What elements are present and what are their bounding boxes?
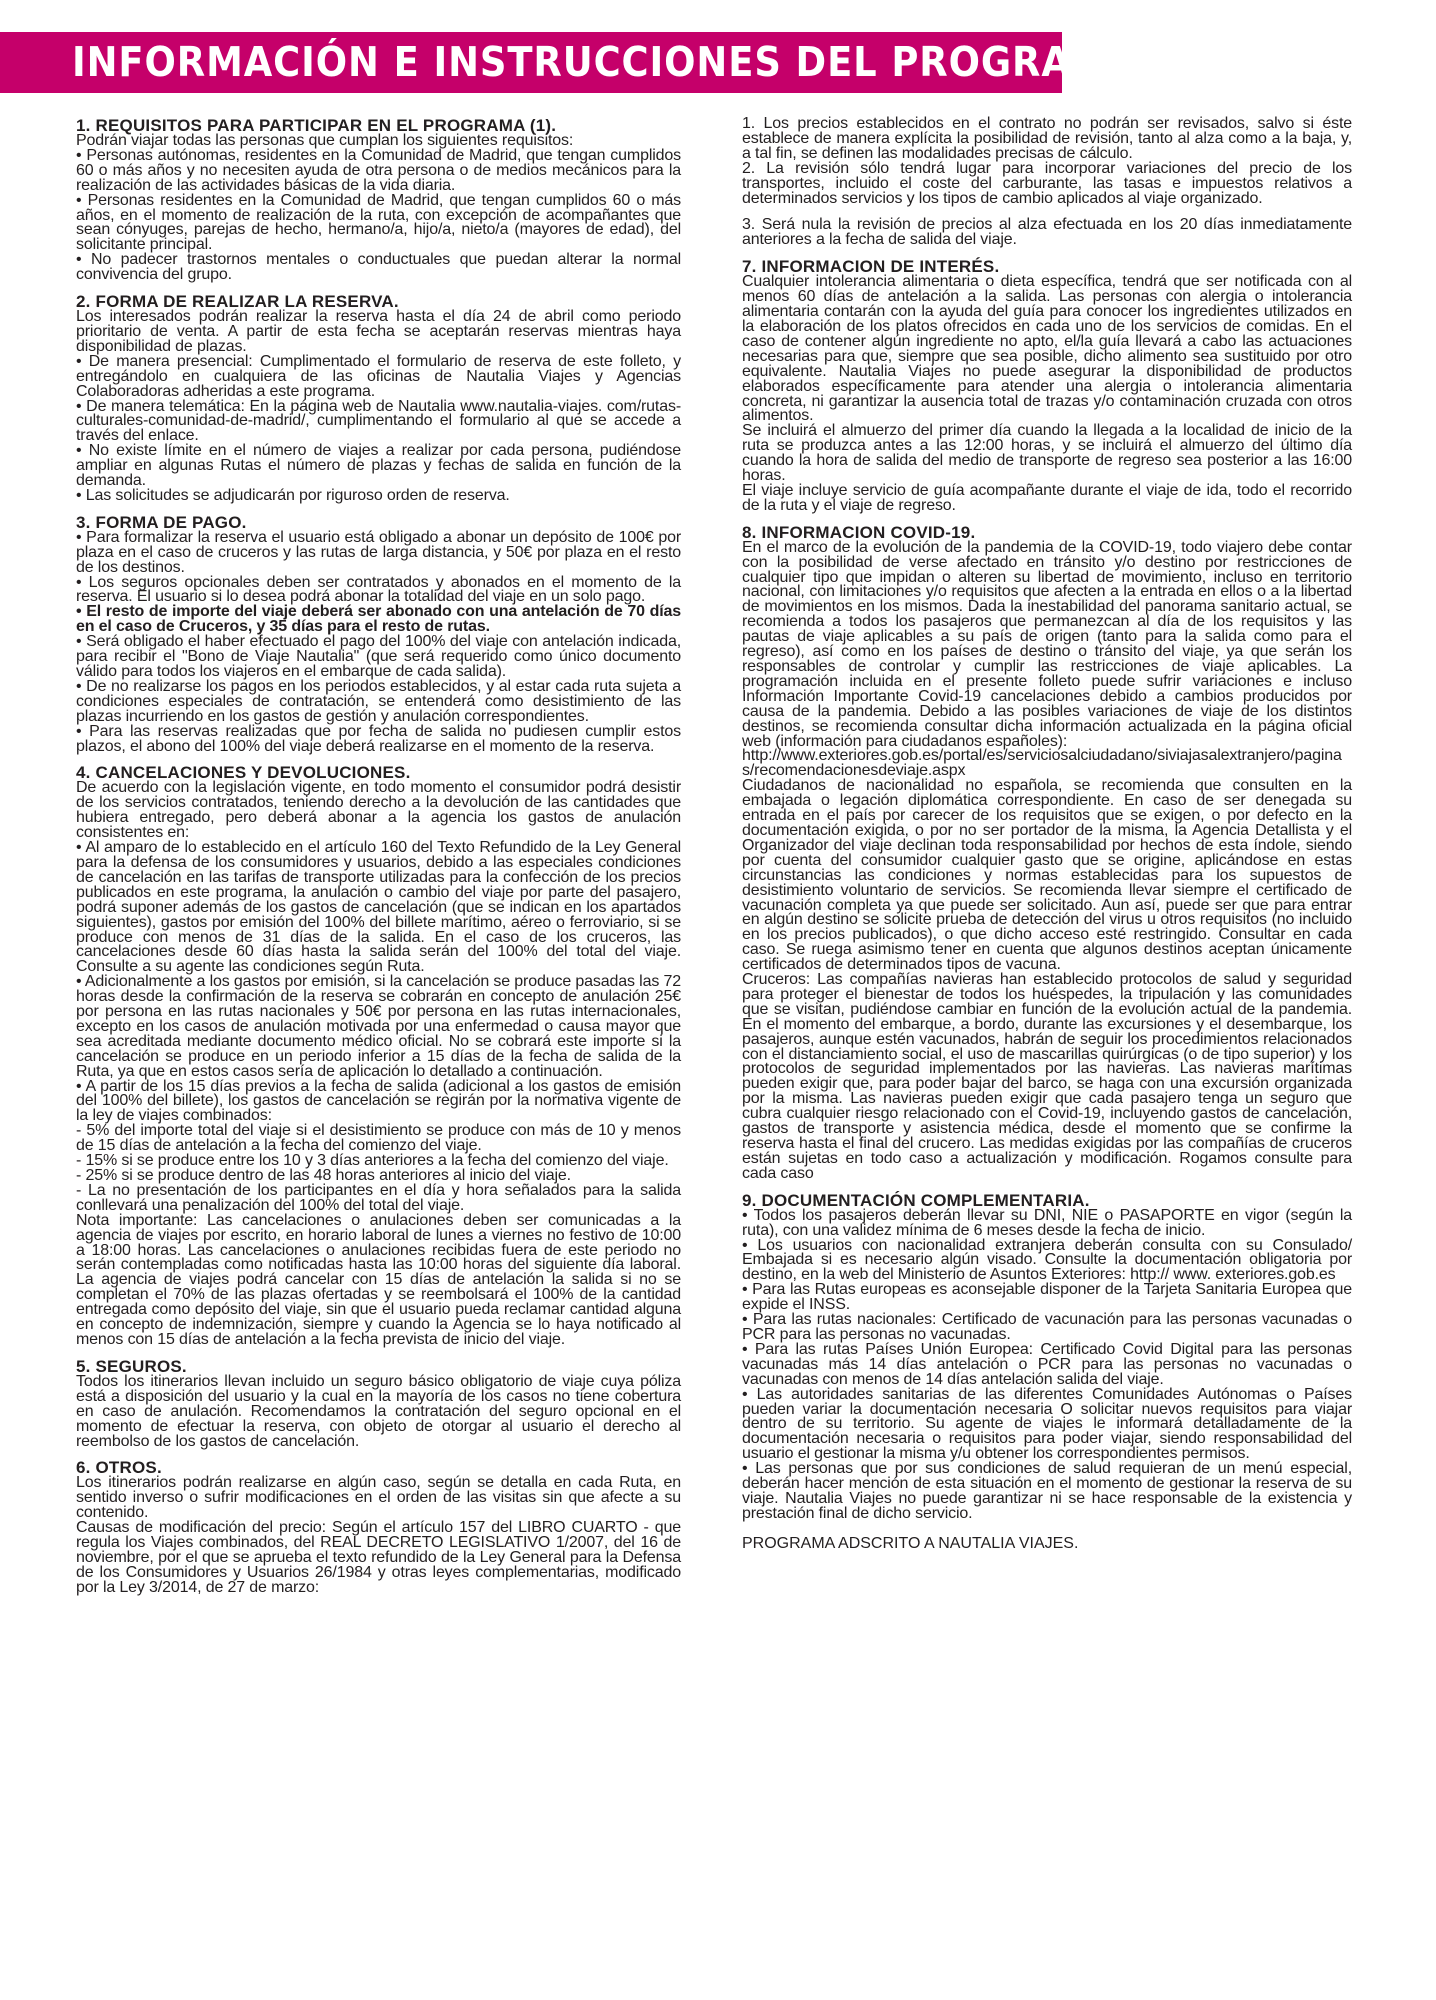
paragraph: - 25% si se produce dentro de las 48 horas anteriores al inicio del viaje. (76, 1167, 571, 1184)
paragraph: Todos los itinerarios llevan incluido un seguro básico obligatorio de viaje cuya póliza está a disposición del usuario y la cual en la mayoría de los casos no tiene cobertura en caso de anulación. Recomendamos la contratación del seguro opcional en el momento de efectuar la reserva, con objeto de otorgar al usuario el derecho al reembolso de los gastos de cancelación. (76, 1372, 681, 1450)
paragraph: En el marco de la evolución de la pandemia de la COVID-19, todo viajero debe contar con la posibilidad de verse afectado en tránsito y/o destino por restricciones de cualquier tipo que impidan o alteren su libertad de movimiento, incluso en territorio nacional, con limitaciones y/o requisitos que afecten a la entrada en ellos o a la libertad de movimientos en los mismos. Dada la inestabilidad del panorama sanitario actual, se recomienda a todos los pasajeros que permanezcan al día de los requisitos y las pautas de viaje aplicables a su país de origen (tanto para la salida como para el regreso), así como en los países de destino o tránsito del viaje, ya que serán los responsables de controlar y cumplir las restricciones de viaje aplicables. La programación incluida en el presente folleto puede sufrir variaciones e incluso Información Importante Covid-19 cancelaciones debido a cambios producidos por causa de la pandemia. Debido a las posibles variaciones de viaje de los distintos destinos, se recomienda consultar dicha información actualizada en la página oficial web (información para ciudadanos españoles): (742, 538, 1352, 750)
paragraph: • Para las Rutas europeas es aconsejable disponer de la Tarjeta Sanitaria Europea que expide el INSS. (742, 1281, 1352, 1314)
paragraph: • No padecer trastornos mentales o conductuales que puedan alterar la normal convivencia del grupo. (76, 251, 681, 284)
paragraph-bold: • El resto de importe del viaje deberá ser abonado con una antelación de 70 días en el caso de Cruceros, y 35 días para el resto de rutas. (76, 603, 681, 636)
footer-note: PROGRAMA ADSCRITO A NAUTALIA VIAJES. (742, 1534, 1079, 1552)
section-title: 5. SEGUROS. (76, 1356, 187, 1376)
paragraph: Se incluirá el almuerzo del primer día cuando la llegada a la localidad de inicio de la ruta se produzca antes a las 12:00 horas, y se incluirá el almuerzo del último día cuando la hora de salida del medio de transporte de regreso sea posterior a las 16:00 horas. (742, 422, 1352, 485)
section-reserva (76, 293, 681, 504)
paragraph: • Adicionalmente a los gastos por emisión, si la cancelación se produce pasadas las 72 horas desde la confirmación de la reserva se cobrarán en concepto de anulación 25€ por persona en las rutas nacionales y 50€ por persona en las rutas internacionales, excepto en los casos de anulación motivada por una enfermedad o causa mayor que sea acreditada mediante documento médico oficial. No se cobrará este importe si la cancelación se produce en un periodo inferior a 15 días de la fecha de salida de la Ruta, ya que en estos casos sería de aplicación lo detallado a continuación. (76, 973, 681, 1080)
paragraph: • Para las rutas Países Unión Europea: Certificado Covid Digital para las personas vacunadas más 14 días antelación o PCR para las personas no vacunadas o vacunadas con menos de 14 días antelación salida del viaje. (742, 1340, 1352, 1388)
section-documentacion (742, 1192, 1352, 1522)
section-title: 9. DOCUMENTACIÓN COMPLEMENTARIA. (742, 1190, 1090, 1210)
paragraph: • Personas residentes en la Comunidad de Madrid, que tengan cumplidos 60 o más años, en el momento de realización de la ruta, con excepción de acompañantes que sean cónyuges, parejas de hecho, hermano/a, hijo/a, nieto/a (mayores de edad), del solicitante principal. (76, 191, 681, 254)
page-title: INFORMACIÓN E INSTRUCCIONES DEL PROGRAMA (72, 38, 1138, 86)
paragraph: • Será obligado el haber efectuado el pago del 100% del viaje con antelación indicada, para recibir el "Bono de Viaje Nautalia" (que será requerido como único documento válido para todos los viajeros en el embarque de cada salida). (76, 633, 681, 680)
section-cancelaciones (76, 764, 681, 1347)
paragraph: 3. Será nula la revisión de precios al alza efectuada en los 20 días inmediatamente anteriores a la fecha de salida del viaje. (742, 216, 1352, 249)
section-otros (76, 1459, 681, 1595)
paragraph: • Los usuarios con nacionalidad extranjera deberán consulta con su Consulado/ Embajada si es necesario algún visado. Consulte la documentación obligatoria por destino, en la web del Ministerio de Asuntos Exteriores: http:// www. exteriores.gob.es (742, 1236, 1352, 1284)
paragraph: Los itinerarios podrán realizarse en algún caso, según se detalla en cada Ruta, en sentido inverso o sufrir modificaciones en el orden de las visitas sin que afecte a su contenido. (76, 1474, 681, 1522)
paragraph: - 15% si se produce entre los 10 y 3 días anteriores a la fecha del comienzo del viaje. (76, 1152, 669, 1170)
section-title: 1. REQUISITOS PARA PARTICIPAR EN EL PROGRAMA (1). (76, 116, 557, 135)
paragraph: • Personas autónomas, residentes en la Comunidad de Madrid, que tengan cumplidos 60 o más años y no necesiten ayuda de otra persona o de medios mecánicos para la realización de las actividades básicas de la vida diaria. (76, 146, 681, 194)
paragraph: • De manera presencial: Cumplimentado el formulario de reserva de este folleto, y entregándolo en cualquiera de las oficinas de Nautalia Viajes y Agencias Colaboradoras adheridas a este programa. (76, 352, 681, 400)
section-title: 8. INFORMACION COVID-19. (742, 522, 976, 542)
paragraph: Cruceros: Las compañías navieras han establecido protocolos de salud y seguridad para proteger el bienestar de todos los huéspedes, la tripulación y las comunidades que se visitan, pudiéndose cambiar en función de la evolución actual de la pandemia. En el momento del embarque, a bordo, durante las excursiones y el desembarque, los pasajeros, aunque estén vacunados, habrán de seguir los procedimientos relacionados con el distanciamiento social, el uso de mascarillas quirúrgicas (o de tipo superior) y los protocolos de seguridad implementados por las navieras. Las navieras marítimas pueden exigir que, para poder bajar del barco, se haga con una excursión organizada por la misma. Las navieras pueden exigir que cada pasajero tenga un seguro que cubra cualquier riesgo relacionado con el Covid-19, incluyendo gastos de cancelación, gastos de transporte y asistencia médica, desde el momento que se confirme la reserva hasta el final del crucero. Las medidas exigidas por las compañías de cruceros están sujetas en todo caso a actualización y modificación. Rogamos consulte para cada caso (742, 971, 1352, 1182)
paragraph: • Para formalizar la reserva el usuario está obligado a abonar un depósito de 100€ por plaza en el caso de cruceros y las rutas de larga distancia, y 50€ por plaza en el resto de los destinos. (76, 528, 681, 576)
section-requisitos (76, 117, 681, 283)
url-text: http://www.exteriores.gob.es/portal/es/serviciosalciudadano/siviajasalextranjero/paginas/recomendacionesdeviaje.aspx (742, 747, 1342, 780)
section-otros-continued (742, 117, 1352, 248)
paragraph: • Todos los pasajeros deberán llevar su DNI, NIE o PASAPORTE en vigor (según la ruta), con una validez mínima de 6 meses desde la fecha de inicio. (742, 1206, 1352, 1239)
paragraph: 2. La revisión sólo tendrá lugar para incorporar variaciones del precio de los transportes, incluido el coste del carburante, las tasas e impuestos relativos a determinados servicios y los tipos de cambio aplicados al viaje organizado. (742, 159, 1352, 207)
paragraph: El viaje incluye servicio de guía acompañante durante el viaje de ida, todo el recorrido de la ruta y el viaje de regreso. (742, 481, 1352, 514)
paragraph: • De manera telemática: En la página web de Nautalia www.nautalia-viajes. com/rutas-culturales-comunidad-de-madrid/, cumplimentando el formulario al que se accede a través del enlace. (76, 397, 681, 445)
paragraph: - La no presentación de los participantes en el día y hora señalados para la salida conllevará una penalización del 100% del total del viaje. (76, 1181, 681, 1214)
paragraph: • Las personas que por sus condiciones de salud requieran de un menú especial, deberán hacer mención de esta situación en el momento de gestionar la reserva de su viaje. Nautalia Viajes no puede garantizar ni se hace responsable de la existencia y prestación final de dicho servicio. (742, 1460, 1352, 1522)
section-interes (742, 258, 1352, 514)
paragraph: Los interesados podrán realizar la reserva hasta el día 24 de abril como periodo prioritario de venta. A partir de esta fecha se aceptarán reservas mientras haya disponibilidad de plazas. (76, 308, 681, 355)
right-column (742, 117, 1352, 1552)
paragraph: • De no realizarse los pagos en los periodos establecidos, y al estar cada ruta sujeta a condiciones especiales de contratación, se entenderá como desistimiento de las plazas incurriendo en los gastos de gestión y anulación correspondientes. (76, 677, 681, 725)
section-covid (742, 524, 1352, 1182)
title-banner (0, 32, 1138, 93)
left-column (76, 117, 681, 1606)
section-title: 2. FORMA DE REALIZAR LA RESERVA. (76, 292, 399, 312)
paragraph: • No existe límite en el número de viajes a realizar por cada persona, pudiéndose ampliar en algunas Rutas el número de plazas y fechas de salida en función de la demanda. (76, 442, 681, 490)
paragraph: • A partir de los 15 días previos a la fecha de salida (adicional a los gastos de emisión del 100% del billete), los gastos de cancelación se regirán por la normativa vigente de la ley de viajes combinados: (76, 1077, 681, 1125)
section-title: 3. FORMA DE PAGO. (76, 512, 247, 532)
paragraph: • Las solicitudes se adjudicarán por riguroso orden de reserva. (76, 486, 510, 504)
paragraph: • Para las rutas nacionales: Certificado de vacunación para las personas vacunadas o PCR para las personas no vacunadas. (742, 1311, 1352, 1343)
paragraph: Nota importante: Las cancelaciones o anulaciones deben ser comunicadas a la agencia de viajes por escrito, en horario laboral de lunes a viernes no festivo de 10:00 a 18:00 horas. Las cancelaciones o anulaciones recibidas fuera de este periodo no serán contempladas como notificadas hasta las 10:00 horas del siguiente día laboral. La agencia de viajes podrá cancelar con 15 días de antelación la salida si no se completan el 70% de las plazas ofertadas y se reembolsará el 100% de la cantidad entregada como depósito del viaje, sin que el usuario pueda reclamar cantidad alguna en concepto de indemnización, siempre y cuando la Agencia se lo haya notificado al menos con 15 días de antelación a la fecha prevista de inicio del viaje. (76, 1211, 681, 1348)
paragraph: • Para las reservas realizadas que por fecha de salida no pudiesen cumplir estos plazos, el abono del 100% del viaje deberá realizarse en el momento de la reserva. (76, 722, 681, 755)
paragraph: Podrán viajar todas las personas que cumplan los siguientes requisitos: (76, 132, 574, 149)
section-title: 7. INFORMACION DE INTERÉS. (742, 257, 1000, 277)
section-title: 4. CANCELACIONES Y DEVOLUCIONES. (76, 763, 411, 783)
paragraph: • Al amparo de lo establecido en el artículo 160 del Texto Refundido de la Ley General para la defensa de los consumidores y usuarios, debido a las especiales condiciones de cancelación en las tarifas de transporte utilizadas para la confección de los precios publicados en este programa, la anulación o cambio del viaje por parte del pasajero, podrá suponer además de los gastos de cancelación (que se indican en los apartados siguientes), gastos por emisión del 100% del billete marítimo, aéreo o ferroviario, si se produce con menos de 31 días de la salida. En el caso de los cruceros, las cancelaciones desde 60 días hasta la salida serán del 100% del total del viaje. Consulte a su agente las condiciones según Ruta. (76, 839, 681, 976)
paragraph: • Los seguros opcionales deben ser contratados y abonados en el momento de la reserva. El usuario si lo desea podrá abonar la totalidad del viaje en un solo pago. (76, 573, 681, 606)
paragraph: 1. Los precios establecidos en el contrato no podrán ser revisados, salvo si éste establece de manera explícita la posibilidad de revisión, tanto al alza como a la baja, y, a tal fin, se definen las modalidades precisas de cálculo. (742, 115, 1352, 162)
paragraph: De acuerdo con la legislación vigente, en todo momento el consumidor podrá desistir de los servicios contratados, teniendo derecho a la devolución de las cantidades que hubiera entregado, pero deberá abonar a la agencia los gastos de anulación consistentes en: (76, 779, 681, 842)
paragraph: Ciudadanos de nacionalidad no española, se recomienda que consulten en la embajada o legación diplomática correspondiente. En caso de ser denegada su entrada en el país por carecer de los requisitos que se exigen, o por defecto en la documentación exigida, o por no ser portador de la misma, la Agencia Detallista y el Organizador del viaje declinan toda responsabilidad por hechos de esta índole, siendo por cuenta del consumidor cualquier gasto que se origine, aplicándose en estas circunstancias las condiciones y normas establecidas para los supuestos de desistimiento voluntario de servicios. Se recomienda llevar siempre el certificado de vacunación completa ya que puede ser solicitado. Aun así, puede ser que para entrar en algún destino se solicite prueba de detección del virus u otros requisitos (no incluido en los precios publicados), o que dicho acceso esté restringido. Consultar en cada caso. Se ruega asimismo tener en cuenta que algunos destinos aceptan únicamente certificados de determinados tipos de vacuna. (742, 777, 1352, 974)
paragraph: - 5% del importe total del viaje si el desistimiento se produce con más de 10 y menos de 15 días de antelación a la fecha del comienzo del viaje. (76, 1122, 681, 1155)
paragraph: Cualquier intolerancia alimentaria o dieta específica, tendrá que ser notificada con al menos 60 días de antelación a la salida. Las personas con alergia o intolerancia alimentaria contarán con la ayuda del guía para conocer los ingredientes utilizados en la elaboración de los platos ofrecidos en cada uno de los servicios de comidas. En el caso de contener algún ingrediente no apto, el/la guía llevará a cabo las actuaciones necesarias para que, siempre que sea posible, dicho alimento sea sustituido por otro equivalente. Nautalia Viajes no puede asegurar la disponibilidad de productos elaborados específicamente para atender una alergia o intolerancia alimentaria concreta, ni garantizar la ausencia total de trazas y/o contaminación cruzada con otros alimentos. (742, 273, 1352, 425)
section-title: 6. OTROS. (76, 1458, 162, 1478)
paragraph: Causas de modificación del precio: Según el artículo 157 del LIBRO CUARTO - que regula los Viajes combinados, del REAL DECRETO LEGISLATIVO 1/2007, del 16 de noviembre, por el que se aprueba el texto refundido de la Ley General para la Defensa de los Consumidores y Usuarios 26/1984 y otras leyes complementarias, modificado por la Ley 3/2014, de 27 de marzo: (76, 1519, 681, 1596)
section-seguros (76, 1358, 681, 1450)
paragraph: • Las autoridades sanitarias de las diferentes Comunidades Autónomas o Países pueden variar la documentación necesaria O solicitar nuevos requisitos para viajar dentro de su territorio. Su agente de viajes le informará detalladamente de la documentación necesaria o requisitos para poder viajar, siendo responsabilidad del usuario el gestionar la misma y/u obtener los correspondientes permisos. (742, 1385, 1352, 1463)
section-pago (76, 514, 681, 755)
